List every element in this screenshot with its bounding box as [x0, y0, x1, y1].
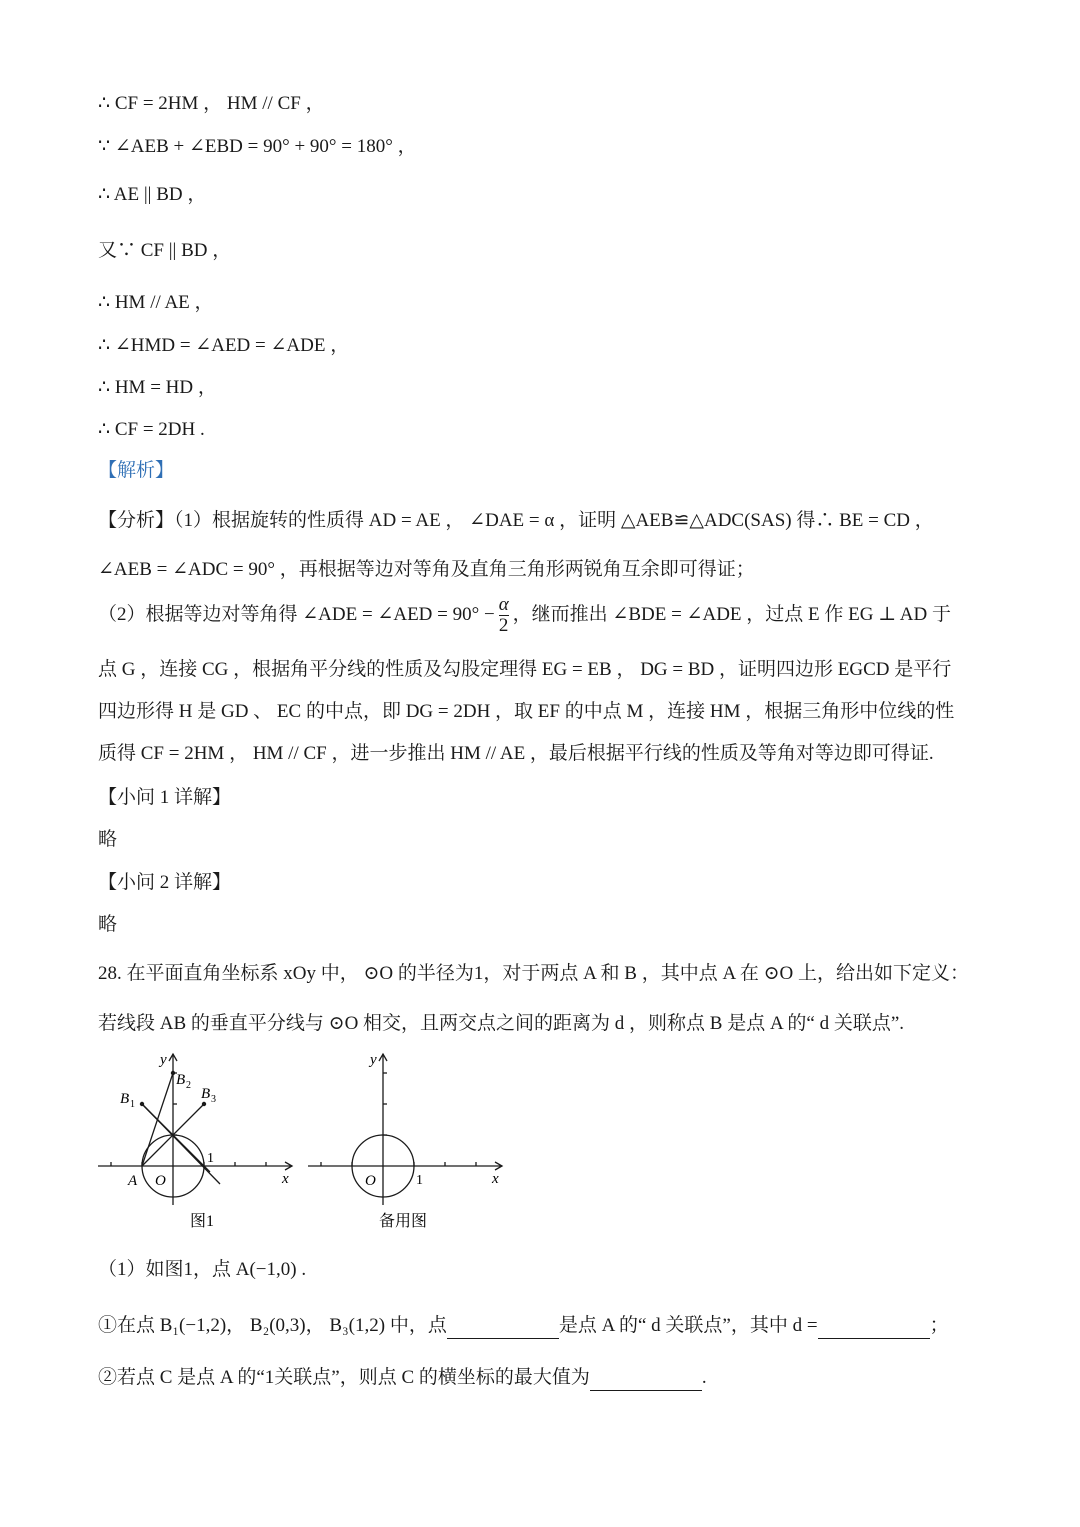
- analysis-line-1: 【分析】（1）根据旋转的性质得 AD = AE ， ∠DAE = α ，证明 △AEB≌△ADC(SAS) 得∴ BE = CD ，: [98, 510, 934, 531]
- segment-a-b2: [142, 1073, 173, 1166]
- proof-line-3: ∴ AE || BD ，: [98, 184, 207, 205]
- answer-blank-d[interactable]: [818, 1320, 930, 1339]
- analysis-line-5: 四边形得 H 是 GD 、 EC 的中点，即 DG = 2DH ，取 EF 的中点 M ，连接 HM ，根据三角形中位线的性: [98, 701, 955, 722]
- fig1-caption: 图1: [190, 1213, 215, 1230]
- sub1-heading: 【小问 1 详解】: [98, 787, 232, 808]
- question-28-line-2: 若线段 AB 的垂直平分线与 ⊙O 相交，且两交点之间的距离为 d ，则称点 B 是点 A 的“ d 关联点”.: [98, 1013, 904, 1034]
- part-1a-before: ①在点 B₁(−1,2)， B₂(0,3)， B₃(1,2) 中，点: [98, 1315, 447, 1336]
- analysis-line-6: 质得 CF = 2HM ， HM // CF ，进一步推出 HM // AE ，最后根据平行线的性质及等角对等边即可得证.: [98, 743, 934, 764]
- part-1-intro: （1）如图1，点 A(−1,0) .: [98, 1259, 307, 1280]
- fraction-numerator: α: [498, 594, 509, 615]
- point-b2: [171, 1071, 175, 1075]
- part-1b: [98, 1365, 707, 1391]
- part-1b-before: ②若点 C 是点 A 的“1关联点”，则点 C 的横坐标的最大值为: [98, 1367, 590, 1388]
- fig2-label-x: x: [492, 1171, 499, 1187]
- sub2-heading: 【小问 2 详解】: [98, 872, 232, 893]
- fig1-label-o: O: [155, 1173, 166, 1189]
- fig2-label-o: O: [365, 1173, 376, 1189]
- part-1a: [98, 1313, 949, 1339]
- fig2-label-y: y: [370, 1052, 377, 1068]
- proof-line-4: 又∵ CF || BD ，: [98, 240, 232, 261]
- fig1-label-b2-sub: 2: [186, 1080, 191, 1091]
- proof-line-7: ∴ HM = HD ，: [98, 377, 217, 398]
- analysis-line-3-after: ，继而推出 ∠BDE = ∠ADE ，过点 E 作 EG ⊥ AD 于: [512, 603, 951, 625]
- answer-blank-max-x[interactable]: [590, 1372, 702, 1391]
- part-1b-end: .: [701, 1367, 707, 1388]
- alpha-over-two-fraction: [499, 595, 509, 636]
- fig1-label-b1-sub: 1: [130, 1099, 135, 1110]
- proof-line-1: ∴ CF = 2HM ， HM // CF ，: [98, 93, 325, 114]
- proof-line-6: ∴ ∠HMD = ∠AED = ∠ADE ，: [98, 335, 350, 356]
- sub2-body: 略: [98, 914, 118, 935]
- analysis-line-4: 点 G ，连接 CG ，根据角平分线的性质及勾股定理得 EG = EB ， DG = BD ，证明四边形 EGCD 是平行: [98, 659, 952, 680]
- analysis-line-3: [98, 595, 951, 636]
- analysis-label: 【解析】: [98, 460, 175, 481]
- sub1-body: 略: [98, 829, 118, 850]
- proof-line-8: ∴ CF = 2DH .: [98, 419, 205, 440]
- fig1-label-x: x: [282, 1171, 289, 1187]
- fig1-label-b3: B: [201, 1086, 211, 1102]
- fig2-caption: 备用图: [379, 1213, 428, 1230]
- analysis-line-2: ∠AEB = ∠ADC = 90° ，再根据等边对等角及直角三角形两锐角互余即可得证；: [98, 559, 755, 580]
- proof-line-5: ∴ HM // AE ，: [98, 292, 214, 313]
- figure-1: [95, 1048, 305, 1238]
- fraction-denominator: 2: [498, 615, 509, 636]
- analysis-line-3-before: （2）根据等边对等角得 ∠ADE = ∠AED = 90° −: [98, 603, 495, 625]
- bisector-line: [142, 1104, 220, 1184]
- figure-spare: [305, 1048, 510, 1238]
- answer-blank-point[interactable]: [447, 1320, 559, 1339]
- part-1a-end: ；: [929, 1315, 949, 1336]
- fig1-label-b3-sub: 3: [211, 1094, 216, 1105]
- fig1-label-1: 1: [207, 1151, 214, 1166]
- question-28-line-1: 28. 在平面直角坐标系 xOy 中， ⊙O 的半径为1，对于两点 A 和 B ，其中点 A 在 ⊙O 上，给出如下定义：: [98, 963, 970, 984]
- proof-line-2: ∵ ∠AEB + ∠EBD = 90° + 90° = 180° ，: [98, 136, 417, 157]
- fig1-label-a: A: [128, 1173, 138, 1189]
- part-1a-mid: 是点 A 的“ d 关联点”，其中 d =: [558, 1315, 818, 1336]
- fig2-label-1: 1: [416, 1173, 423, 1188]
- point-b3: [202, 1102, 206, 1106]
- fig1-label-b2: B: [176, 1072, 186, 1088]
- fig1-label-b1: B: [120, 1091, 130, 1107]
- fig1-label-y: y: [160, 1052, 167, 1068]
- point-b1: [140, 1102, 144, 1106]
